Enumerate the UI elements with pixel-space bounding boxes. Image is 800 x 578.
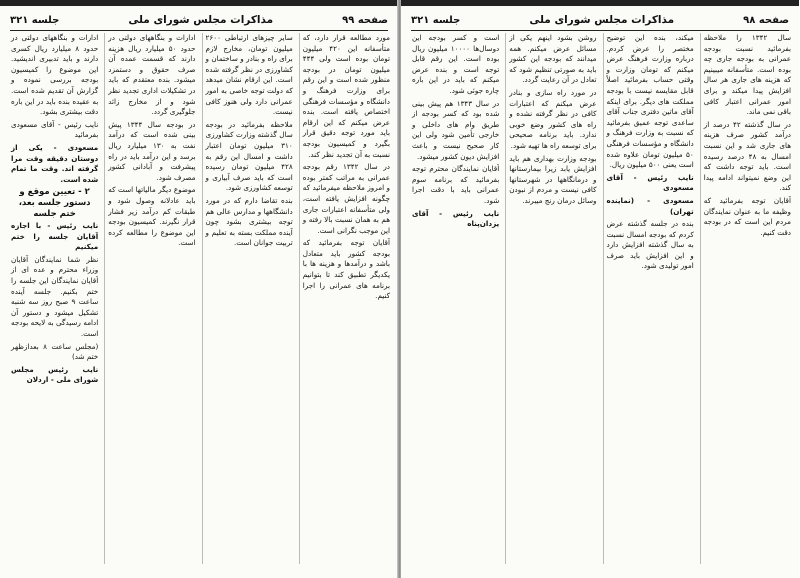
paragraph: بودجه وزارت بهداری هم باید افزایش یابد زیرا بیمارستانها و درمانگاهها در شهرستانها کافی نیست و مردم از نبودن وسائل درمان رنج میبرند. — [509, 153, 597, 205]
text-column — [104, 33, 195, 564]
speaker-line: مسعودی - یکی از دوستان دقیقه وقت مرا گرفته اند. وقت ما تمام شده است. — [11, 142, 99, 184]
text-column — [700, 33, 791, 564]
page-header — [411, 12, 789, 31]
session-number: جلسه ۳۲۱ — [10, 14, 60, 26]
paragraph: آقایان توجه بفرمائید که وظیفه ما به عنوان نمایندگان مردم این است که در بودجه دقت کنیم. — [703, 195, 791, 237]
text-column — [202, 33, 293, 564]
speaker-line: نایب رئیس - آقای مسعودی — [606, 172, 694, 193]
right-page — [401, 0, 799, 578]
paragraph: موضوع دیگر مالیاتها است که باید عادلانه وصول شود و طبقات کم درآمد زیر فشار قرار نگیرند. کمیسیون بودجه این موضوع را مطالعه کرده است. — [108, 185, 196, 248]
text-column — [505, 33, 596, 564]
paragraph: در سال گذشته ۴۲ درصد از درآمد کشور صرف هزینه های جاری شد و این نسبت امسال به ۴۸ درصد رسیده است. باید توجه داشت که این وضع نمیتواند ادامه پیدا کند. — [703, 119, 791, 193]
page-number: صفحه ۹۸ — [743, 14, 789, 26]
paragraph: سایر چیزهای ارتباطی ۲۶۰۰ میلیون تومان، مخارج لازم برای راه و بنادر و ساختمان و کشاورزی در نظر گرفته شده است. این ارقام نشان میدهد که دولت توجه خاصی به امور عمرانی دارد ولی هنوز کافی نیست. — [205, 33, 293, 117]
paragraph: بنده تقاضا دارم که در مورد دانشگاهها و مدارس عالی هم توجه بیشتری بشود چون آینده مملکت بسته به تعلیم و تربیت جوانان است. — [205, 195, 293, 248]
paragraph: در بودجه سال ۱۳۴۴ پیش بینی شده است که درآمد نفت به ۱۳۰ میلیارد ریال برسد و این درآمد باید در راه پیشرفت و آبادانی کشور مصرف شود. — [108, 119, 196, 182]
session-number: جلسه ۳۲۱ — [411, 14, 461, 26]
speaker-line: نایب رئیس - آقای یزدان‌پناه — [412, 208, 500, 229]
paragraph: در مورد راه سازی و بنادر عرض میکنم که اعتبارات کافی در نظر گرفته نشده و راه های کشور وضع خوبی ندارد. باید برنامه صحیحی برای توسعه راه ها تهیه شود. — [509, 87, 597, 150]
text-column — [409, 33, 499, 564]
publication-title: مذاکرات مجلس شورای ملی — [529, 14, 675, 26]
speaker-line: نایب رئیس - با اجازه آقایان جلسه را ختم میکنیم — [11, 221, 99, 252]
text-column — [603, 33, 694, 564]
page-number: صفحه ۹۹ — [342, 14, 388, 26]
paragraph: ملاحظه بفرمائید در بودجه سال گذشته وزارت کشاورزی ۳۱۰ میلیون تومان اعتبار داشت و امسال این رقم به ۴۲۸ میلیون تومان رسیده است که باید صرف آبیاری و توسعه کشاورزی شود. — [205, 119, 293, 193]
paragraph: میکند، بنده این توضیح مختصر را عرض کردم. درباره وزارت فرهنگ عرض میکنم که تومان وزارت و وقتی حساب بفرمائید اصلاً قابل مقایسه نیست با بودجه مملکت های دیگر. برای اینکه آقای ماتین دفتری جناب آقای ساعدی توجه عمیق بفرمائید که نسبت به وزارت فرهنگ و دانشگاه و مؤسسات فرهنگی ۵۰ میلیون تومان علاوه شده است یعنی ۵۰۰ میلیون ریال. — [606, 33, 694, 170]
paragraph: بنده در جلسه گذشته عرض کردم که بودجه امسال نسبت به سال گذشته افزایش دارد و این افزایش باید صرف امور تولیدی شود. — [606, 219, 694, 271]
paragraph: در سال ۱۳۴۲ رقم بودجه عمرانی به مراتب کمتر بوده و امروز ملاحظه میفرمائید که چگونه افزایش یافته است، ولی متأسفانه اعتبارات جاری هم به همان نسبت بالا رفته و این موجب نگرانی است. — [302, 162, 390, 235]
text-columns — [8, 33, 390, 564]
speaker-line: نایب رئیس مجلس شورای ملی - اردلان — [11, 364, 99, 385]
paragraph: است و کسر بودجه این دوسال‌ها ۱۰۰۰۰ میلیون ریال بوده است. این رقم قابل توجه است و بنده عرض میکنم که باید در این باره چاره جوئی شود. — [412, 33, 500, 95]
scan-edge — [0, 0, 398, 6]
publication-title: مذاکرات مجلس شورای ملی — [128, 14, 274, 26]
paragraph: روشن بشود اینهم یکی از مسائل عرض میکنم. همه میدانند که بودجه این کشور باید به صورتی تنظیم شود که تعادل در آن رعایت گردد. — [509, 33, 597, 85]
scan-edge — [401, 0, 799, 6]
paragraph: ادارات و بنگاههای دولتی در حدود ۸ میلیارد ریال کسری دارند و باید تدبیری اندیشید. این موضوع را کمیسیون بودجه بررسی نموده و گزارش آن تقدیم شده است. به عقیده بنده باید در این باره دقت بیشتری بشود. — [11, 33, 99, 117]
paragraph: در سال ۱۳۴۳ هم پیش بینی شده بود که کسر بودجه از طریق وام های داخلی و خارجی تأمین شود ولی این کار صحیح نیست و باعث افزایش دیون کشور میشود. — [412, 98, 500, 161]
text-column — [8, 33, 98, 564]
paragraph: ادارات و بنگاههای دولتی در حدود ۵۰ میلیارد ریال هزینه دارند که قسمت عمده آن صرف حقوق و دستمزد میشود. بنده معتقدم که باید در تشکیلات اداری تجدید نظر شود و از مخارج زائد جلوگیری گردد. — [108, 33, 196, 117]
page-header — [10, 12, 388, 31]
paragraph: مورد مطالعه قرار دارد، که متأسفانه این ۴۲۰ میلیون تومان بوده است ولی ۴۴۴ میلیون تومان در بودجه منظور شده است و این رقم برای وزارت فرهنگ و دانشگاه و مؤسسات فرهنگی اختصاص یافته است. بنده عرض میکنم که این ارقام باید مورد توجه دقیق قرار بگیرد و کمیسیون بودجه نسبت به آن تجدید نظر کند. — [302, 33, 390, 159]
speaker-line: مسعودی - (نماینده تهران) — [606, 195, 694, 216]
text-column — [299, 33, 390, 564]
paragraph: سال ۱۳۴۲ را ملاحظه بفرمائید نسبت بودجه عمرانی به بودجه جاری چه بوده است. متأسفانه میبینیم که هزینه های جاری هر سال افزایش پیدا میکند و برای امور عمرانی اعتبار کافی باقی نمی ماند. — [703, 33, 791, 117]
paragraph: (مجلس ساعت ۸ بعدازظهر ختم شد) — [11, 341, 99, 362]
section-heading: ۲ - تعیین موقع و دستور جلسه بعد، ختم جلسه — [18, 187, 91, 219]
paragraph: آقایان توجه بفرمائید که بودجه کشور باید متعادل باشد و درآمدها و هزینه ها با یکدیگر تطبیق کند تا بتوانیم برنامه های عمرانی را اجرا کنیم. — [302, 238, 390, 301]
text-columns — [409, 33, 791, 564]
paragraph: آقایان نمایندگان محترم توجه بفرمائید که برنامه سوم عمرانی باید با دقت اجرا شود. — [412, 164, 500, 205]
left-page — [0, 0, 398, 578]
paragraph: نایب رئیس - آقای مسعودی بفرمائید — [11, 119, 99, 140]
paragraph: نظر شما نمایندگان آقایان وزراء محترم و عده ای از آقایان نمایندگان این جلسه را ختم بکنیم. جلسه آینده ساعت ۹ صبح روز سه شنبه تشکیل میشود و دستور آن ادامه رسیدگی به لایحه بودجه است. — [11, 254, 99, 339]
